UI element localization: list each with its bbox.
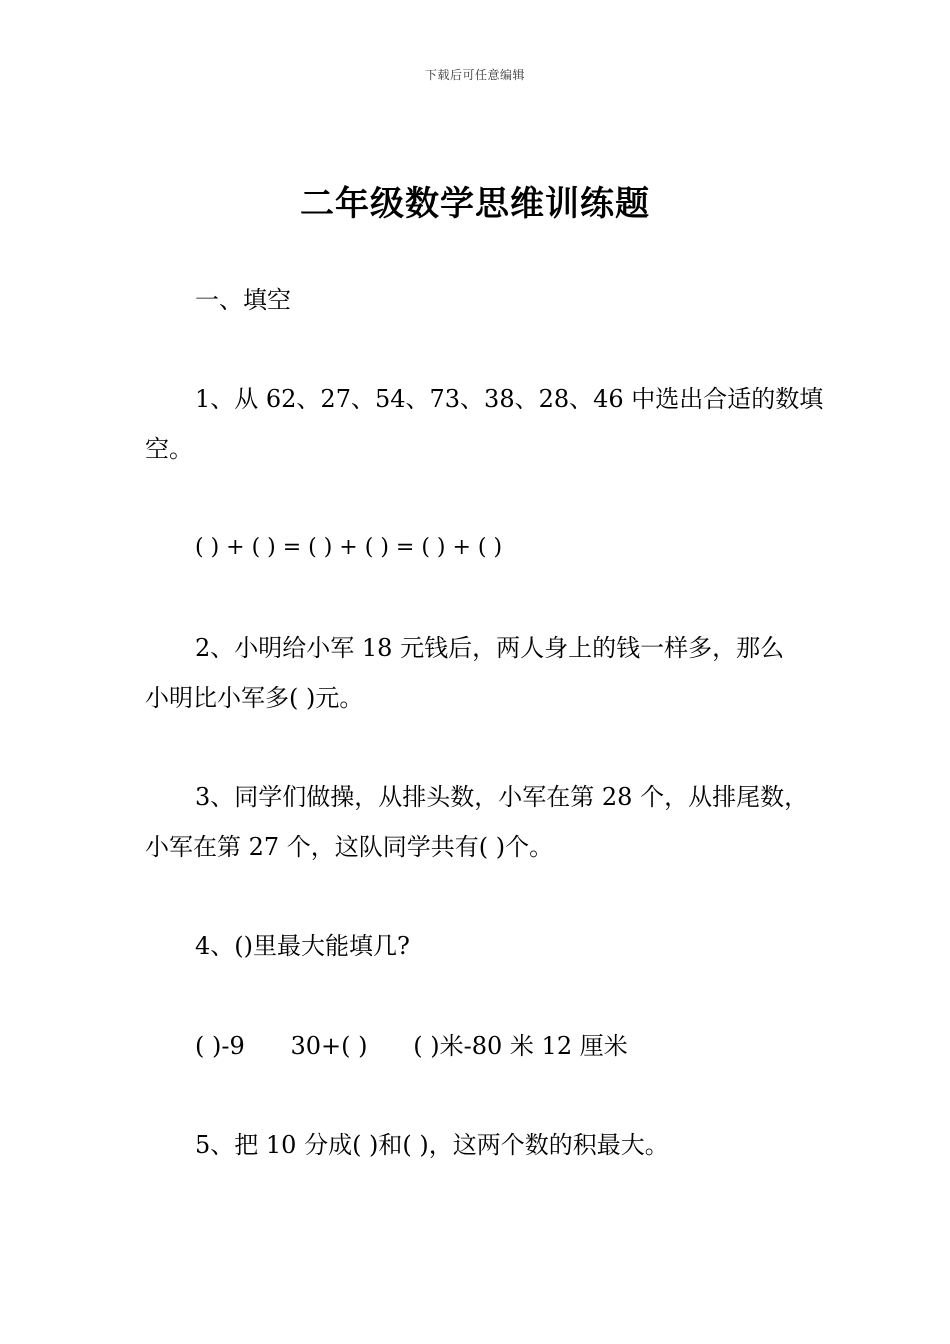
section-heading: 一、填空 [195,286,291,314]
question-1-line-1: 1、从 62、27、54、73、38、28、46 中选出合适的数填 [195,385,824,413]
question-2-line-1: 2、小明给小军 18 元钱后，两人身上的钱一样多，那么 [195,634,785,662]
document-title: 二年级数学思维训练题 [300,184,650,224]
question-5-line-1: 5、把 10 分成( )和( )，这两个数的积最大。 [195,1131,669,1159]
question-4-line-2: ( )-9 30+( ) ( )米-80 米 12 厘米 [195,1032,628,1060]
question-3-line-1: 3、同学们做操，从排头数，小军在第 28 个，从排尾数， [195,783,809,811]
question-1-equation: ( ) + ( ) = ( ) + ( ) = ( ) + ( ) [195,535,503,560]
question-4-line-1: 4、()里最大能填几? [195,932,410,960]
header-note: 下载后可任意编辑 [424,68,525,82]
question-2-line-2: 小明比小军多( )元。 [145,684,364,712]
question-3-line-2: 小军在第 27 个，这队同学共有( )个。 [145,833,554,861]
question-1-line-2: 空。 [145,435,193,463]
